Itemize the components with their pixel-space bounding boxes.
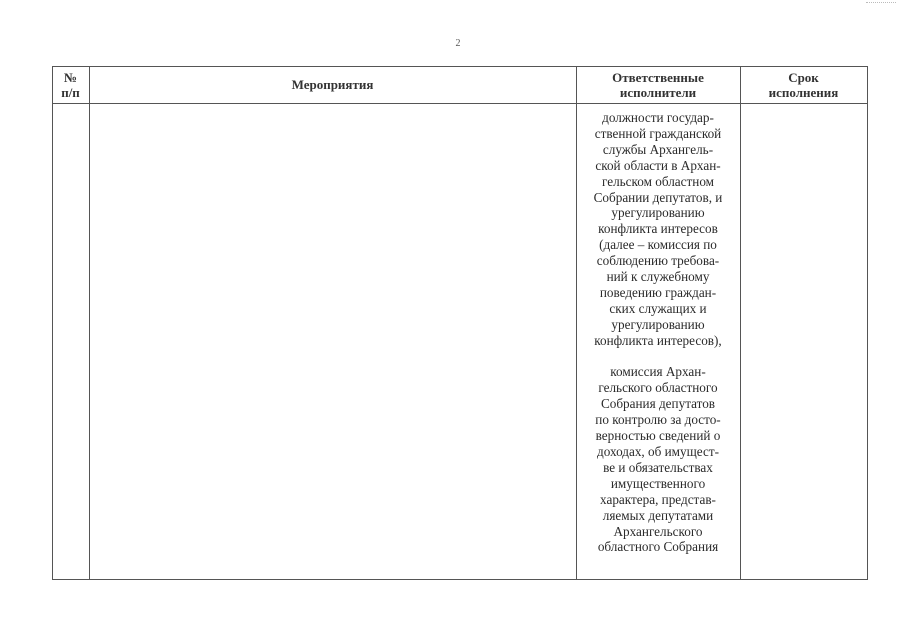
responsible-line: характера, представ-: [600, 491, 716, 507]
table-border-left: [52, 66, 53, 580]
header-responsible-line1: Ответственные: [612, 69, 704, 85]
responsible-line: имущественного: [610, 475, 706, 491]
responsible-line: Собрания депутатов: [600, 396, 716, 412]
header-deadline: [740, 66, 867, 103]
responsible-line: службы Архангель-: [602, 141, 714, 157]
header-activities-label: Мероприятия: [291, 77, 374, 92]
responsible-line: Архангельского: [613, 523, 703, 539]
responsible-line: верностью сведений о: [595, 428, 721, 444]
paragraph-gap: [577, 349, 739, 365]
page-number: 2: [455, 38, 461, 49]
responsible-line: ве и обязательствах: [603, 459, 713, 475]
responsible-line: ских служащих и: [609, 300, 707, 316]
responsible-cell-text: [577, 110, 739, 555]
table-border-bottom: [52, 579, 868, 580]
scan-artifact: [866, 2, 896, 6]
header-responsible-line2: исполнители: [619, 84, 697, 100]
responsible-line: урегулированию: [611, 316, 705, 332]
responsible-line: соблюдению требова-: [596, 253, 720, 269]
header-deadline-line1: Срок: [788, 69, 819, 85]
responsible-line: ственной гражданской: [594, 125, 722, 141]
header-responsible: [576, 66, 740, 103]
responsible-line: конфликта интересов: [598, 221, 718, 237]
header-deadline-line2: исполнения: [768, 84, 839, 100]
responsible-line: гельского областного: [598, 380, 718, 396]
responsible-line: конфликта интересов),: [594, 332, 722, 348]
header-number-line1: №: [63, 69, 78, 85]
column-divider-responsible: [740, 66, 741, 580]
responsible-line: поведению граждан-: [599, 284, 717, 300]
responsible-line: должности государ-: [602, 110, 714, 125]
responsible-line: по контролю за досто-: [595, 412, 721, 428]
column-divider-number: [89, 66, 90, 580]
responsible-line: комиссия Архан-: [610, 364, 706, 380]
responsible-line: ской области в Архан-: [595, 157, 721, 173]
table-border-right: [867, 66, 868, 580]
responsible-line: Собрании депутатов, и: [593, 189, 723, 205]
activities-table: [52, 66, 868, 580]
responsible-line: ний к служебному: [606, 269, 710, 285]
responsible-line: областного Собрания: [597, 539, 719, 555]
responsible-line: ляемых депутатами: [602, 507, 714, 523]
header-number: [52, 66, 89, 103]
responsible-line: гельском областном: [601, 173, 715, 189]
header-number-line2: п/п: [61, 84, 80, 100]
header-divider: [52, 103, 868, 104]
header-activities: [89, 66, 576, 103]
responsible-line: (далее – комиссия по: [599, 237, 717, 253]
responsible-line: доходах, об имущест-: [597, 444, 719, 460]
responsible-line: урегулированию: [611, 205, 705, 221]
